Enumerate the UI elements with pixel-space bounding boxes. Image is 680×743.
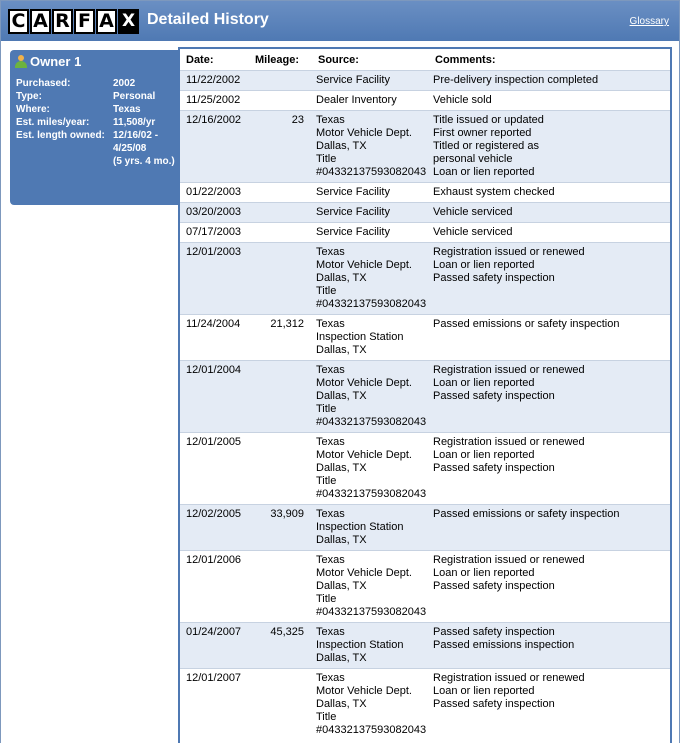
header-comments: Comments:: [435, 54, 496, 66]
row-comment-line: Loan or lien reported: [433, 567, 535, 579]
table-row: [180, 668, 670, 740]
row-comment-line: Passed emissions inspection: [433, 639, 575, 651]
row-comment-line: personal vehicle: [433, 153, 513, 165]
table-body: [180, 70, 670, 740]
row-comment-line: Exhaust system checked: [433, 186, 555, 198]
row-source-line: Dallas, TX: [316, 698, 367, 710]
row-source-line: Texas: [316, 554, 345, 566]
row-comments: [433, 186, 555, 199]
row-source-line: Texas: [316, 114, 345, 126]
owner-field-value-line: 2002: [113, 78, 136, 89]
row-source-line: #04332137593082043: [316, 606, 427, 618]
row-source: [316, 246, 426, 311]
row-source-line: Title: [316, 285, 337, 297]
row-comment-line: First owner reported: [433, 127, 532, 139]
row-source: [316, 114, 426, 179]
row-source: [316, 672, 426, 737]
row-source-line: Motor Vehicle Dept.: [316, 127, 412, 139]
owner-field-label: Est. miles/year:: [16, 117, 90, 128]
row-source-line: Dallas, TX: [316, 390, 367, 402]
table-row: [180, 504, 670, 550]
row-source: [316, 554, 426, 619]
row-comments: [433, 206, 513, 219]
row-source-line: Dallas, TX: [316, 140, 367, 152]
header-source: Source:: [318, 54, 359, 66]
row-comments: [433, 226, 513, 239]
table-row: [180, 90, 670, 110]
row-comment-line: Vehicle serviced: [433, 206, 513, 218]
row-source: [316, 508, 403, 547]
report-header: [1, 1, 679, 41]
table-row: [180, 222, 670, 242]
owner-field-value: [113, 90, 179, 103]
logo-letter-r: R: [52, 9, 73, 34]
row-date: 11/25/2002: [186, 94, 241, 106]
table-row: [180, 110, 670, 182]
row-comments: [433, 436, 585, 475]
row-comments: [433, 626, 574, 652]
row-comments: [433, 364, 585, 403]
row-source-line: Inspection Station: [316, 639, 404, 651]
row-comment-line: Loan or lien reported: [433, 166, 535, 178]
row-comment-line: Passed safety inspection: [433, 462, 555, 474]
row-source-line: Texas: [316, 436, 345, 448]
row-comments: [433, 246, 585, 285]
row-comments: [433, 94, 492, 107]
owner-field-label: Est. length owned:: [16, 130, 105, 141]
row-comments: [433, 672, 585, 711]
row-source-line: Title: [316, 403, 337, 415]
row-source-line: Title: [316, 593, 337, 605]
owner-field-label: Type:: [16, 91, 42, 102]
row-date: 12/01/2006: [186, 554, 242, 566]
logo-letter-x: X: [118, 9, 139, 34]
row-source: [316, 94, 397, 107]
header-mileage: Mileage:: [255, 54, 300, 66]
row-source-line: Inspection Station: [316, 331, 404, 343]
row-comment-line: Loan or lien reported: [433, 685, 535, 697]
row-source-line: Dallas, TX: [316, 462, 367, 474]
row-source-line: Texas: [316, 672, 345, 684]
row-source: [316, 364, 426, 429]
row-comment-line: Loan or lien reported: [433, 259, 535, 271]
row-date: 07/17/2003: [186, 226, 242, 238]
row-source-line: #04332137593082043: [316, 488, 427, 500]
row-comment-line: Passed emissions or safety inspection: [433, 508, 620, 520]
row-comment-line: Registration issued or renewed: [433, 672, 585, 684]
row-comments: [433, 74, 598, 87]
table-row: [180, 432, 670, 504]
logo-letter-a2: A: [96, 9, 117, 34]
row-source: [316, 74, 390, 87]
row-comment-line: Registration issued or renewed: [433, 554, 585, 566]
owner-field-value-line: Personal: [113, 91, 156, 102]
owner-field-value: [113, 129, 179, 168]
row-source-line: Motor Vehicle Dept.: [316, 567, 412, 579]
row-source-line: Dallas, TX: [316, 534, 367, 546]
row-date: 12/01/2003: [186, 246, 242, 258]
row-source: [316, 206, 390, 219]
row-source-line: #04332137593082043: [316, 416, 427, 428]
row-source-line: Texas: [316, 626, 345, 638]
row-comment-line: Registration issued or renewed: [433, 436, 585, 448]
person-icon: [15, 55, 27, 68]
owner-title: Owner 1: [30, 53, 82, 69]
row-comment-line: Pre-delivery inspection completed: [433, 74, 599, 86]
row-source-line: #04332137593082043: [316, 166, 427, 178]
row-source-line: Texas: [316, 246, 345, 258]
row-source-line: Service Facility: [316, 186, 390, 198]
row-comments: [433, 554, 585, 593]
glossary-link[interactable]: Glossary: [629, 16, 669, 27]
table-header: [180, 49, 670, 70]
row-date: 11/22/2002: [186, 74, 241, 86]
row-mileage: 21,312: [270, 318, 304, 330]
row-comments: [433, 114, 544, 179]
row-mileage: 45,325: [270, 626, 304, 638]
logo-letter-f: F: [74, 9, 95, 34]
row-comment-line: Passed safety inspection: [433, 580, 555, 592]
logo-letter-c: C: [8, 9, 29, 34]
history-table: [178, 47, 672, 743]
row-comment-line: Passed safety inspection: [433, 390, 555, 402]
row-source: [316, 186, 390, 199]
row-mileage: 33,909: [270, 508, 304, 520]
row-comment-line: Passed safety inspection: [433, 626, 555, 638]
owner-field-value-line: 4/25/08: [113, 143, 147, 154]
carfax-logo: [8, 9, 140, 34]
table-row: [180, 550, 670, 622]
row-comment-line: Passed safety inspection: [433, 698, 555, 710]
row-source-line: Service Facility: [316, 74, 390, 86]
owner-field-label: Where:: [16, 104, 50, 115]
row-source-line: #04332137593082043: [316, 298, 427, 310]
owner-field-value: [113, 77, 179, 90]
logo-letter-a: A: [30, 9, 51, 34]
owner-heading: [15, 52, 81, 70]
row-source-line: Texas: [316, 318, 345, 330]
row-source-line: Dallas, TX: [316, 652, 367, 664]
row-comments: [433, 318, 619, 331]
row-date: 11/24/2004: [186, 318, 241, 330]
owner-card: [10, 50, 180, 205]
row-source-line: Texas: [316, 364, 345, 376]
owner-field-value-line: (5 yrs. 4 mo.): [113, 156, 175, 167]
row-source-line: Title: [316, 711, 337, 723]
row-source-line: Service Facility: [316, 226, 390, 238]
row-date: 01/24/2007: [186, 626, 242, 638]
row-comment-line: Titled or registered as: [433, 140, 539, 152]
owner-field-value: [113, 103, 179, 116]
header-date: Date:: [186, 54, 214, 66]
row-source: [316, 436, 426, 501]
page-title: Detailed History: [147, 11, 269, 28]
row-source-line: Texas: [316, 508, 345, 520]
row-source-line: Motor Vehicle Dept.: [316, 377, 412, 389]
row-source-line: Dallas, TX: [316, 580, 367, 592]
row-comment-line: Loan or lien reported: [433, 449, 535, 461]
row-source: [316, 626, 403, 665]
owner-field-label: Purchased:: [16, 78, 71, 89]
row-date: 03/20/2003: [186, 206, 242, 218]
row-comment-line: Vehicle sold: [433, 94, 492, 106]
row-source-line: #04332137593082043: [316, 724, 427, 736]
row-date: 12/01/2005: [186, 436, 242, 448]
owner-field-value-line: Texas: [113, 104, 141, 115]
owner-field-value-line: 12/16/02 -: [113, 130, 159, 141]
table-row: [180, 182, 670, 202]
row-source-line: Motor Vehicle Dept.: [316, 449, 412, 461]
row-mileage: 23: [291, 114, 304, 126]
row-source-line: Title: [316, 153, 337, 165]
row-date: 12/16/2002: [186, 114, 242, 126]
owner-field-value: [113, 116, 179, 129]
table-row: [180, 242, 670, 314]
row-comments: [433, 508, 619, 521]
row-source-line: Dallas, TX: [316, 272, 367, 284]
row-comment-line: Title issued or updated: [433, 114, 544, 126]
row-source-line: Motor Vehicle Dept.: [316, 259, 412, 271]
row-source: [316, 226, 390, 239]
row-source-line: Inspection Station: [316, 521, 404, 533]
owner-field-value-line: 11,508/yr: [113, 117, 156, 128]
row-source-line: Dallas, TX: [316, 344, 367, 356]
table-row: [180, 70, 670, 90]
row-source-line: Service Facility: [316, 206, 390, 218]
table-row: [180, 314, 670, 360]
row-date: 12/01/2004: [186, 364, 242, 376]
row-date: 01/22/2003: [186, 186, 242, 198]
row-source-line: Dealer Inventory: [316, 94, 397, 106]
table-row: [180, 360, 670, 432]
table-row: [180, 622, 670, 668]
row-source-line: Title: [316, 475, 337, 487]
row-source-line: Motor Vehicle Dept.: [316, 685, 412, 697]
row-comment-line: Registration issued or renewed: [433, 246, 585, 258]
row-comment-line: Passed safety inspection: [433, 272, 555, 284]
row-comment-line: Passed emissions or safety inspection: [433, 318, 620, 330]
row-source: [316, 318, 403, 357]
row-comment-line: Registration issued or renewed: [433, 364, 585, 376]
owner-sidebar: [1, 41, 178, 743]
row-comment-line: Loan or lien reported: [433, 377, 535, 389]
row-comment-line: Vehicle serviced: [433, 226, 513, 238]
row-date: 12/02/2005: [186, 508, 242, 520]
row-date: 12/01/2007: [186, 672, 242, 684]
table-row: [180, 202, 670, 222]
